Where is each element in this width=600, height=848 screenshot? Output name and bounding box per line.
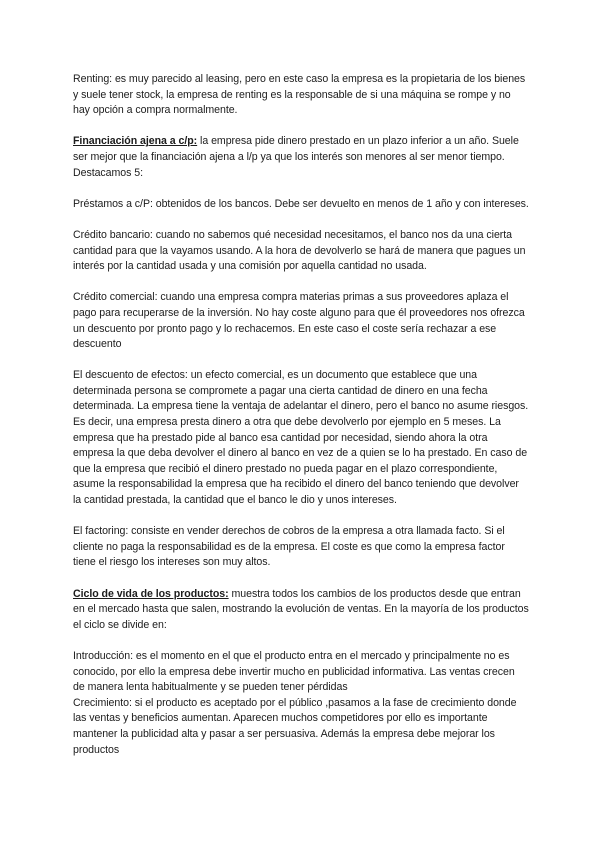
paragraph-credito-bancario: Crédito bancario: cuando no sabemos qué necesidad necesitamos, el banco nos da una cierta cantidad para que la vayamos usando. A la hora de devolverlo se hará de manera que pagues un interés por la cantidad usada y una comisión por aquella cantidad no usada. (73, 228, 526, 273)
paragraph-financiacion (73, 134, 529, 181)
document-body (73, 72, 529, 758)
paragraph-prestamos: Préstamos a c/P: obtenidos de los bancos. Debe ser devuelto en menos de 1 año y con intereses. (73, 197, 529, 210)
paragraph-credito-comercial: Crédito comercial: cuando una empresa compra materias primas a sus proveedores aplaza el pago para recuperarse de la inversión. No hay coste alguno para que él proveedores nos ofrezca un descuento por pronto pago y lo rechacemos. En este caso el coste sería rechazar a ese descuento (73, 291, 525, 351)
ciclo-text: muestra todos los cambios de los productos desde que entran en el mercado hasta que salen, mostrando la evolución de ventas. En la mayoría de los productos el ciclo se divide en: (73, 587, 529, 631)
financiacion-text: la empresa pide dinero prestado en un plazo inferior a un año. Suele ser mejor que la financiación ajena a l/p ya que los interés son menores al ser menor tiempo. Destacamos 5: (73, 135, 519, 179)
paragraph-crecimiento: Crecimiento: si el producto es aceptado por el público ,pasamos a la fase de crecimiento donde las ventas y beneficios aumentan. Aparecen muchos competidores por ello es importante mantener la publicidad alta y pasar a ser persuasiva. Además la empresa debe mejorar los productos (73, 696, 517, 756)
paragraph-factoring: El factoring: consiste en vender derechos de cobros de la empresa a otra llamada facto. Si el cliente no paga la responsabilidad es de la empresa. El coste es que como la empresa factor tiene el riesgo los intereses son muy altos. (73, 525, 505, 569)
paragraph-ciclo-vida (73, 587, 529, 634)
paragraph-renting: Renting: es muy parecido al leasing, pero en este caso la empresa es la propietaria de los bienes y suele tener stock, la empresa de renting es la responsable de si una máquina se rompe y no hay opción a compra normalmente. (73, 73, 526, 117)
heading-financiacion: Financiación ajena a c/p: (73, 135, 198, 148)
heading-ciclo-vida: Ciclo de vida de los productos: (73, 587, 229, 600)
paragraph-introduccion: Introducción: es el momento en el que el producto entra en el mercado y principalmente no es conocido, por ello la empresa debe invertir mucho en publicidad informativa. Las ventas crecen de manera lenta habitualmente y se pueden tener pérdidas (73, 649, 515, 694)
paragraph-descuento-efectos: El descuento de efectos: un efecto comercial, es un documento que establece que una determinada persona se compromete a pagar una cierta cantidad de dinero en una fecha determinada. La empresa tiene la ventaja de adelantar el dinero, pero el banco no asume riesgos. Es decir, una empresa presta dinero a otra que debe devolverlo por ejemplo en 5 meses. La empresa que ha prestado pide al banco esa cantidad por necesidad, siendo ahora la otra empresa la que deba devolver el dinero al banco en vez de a quien se lo ha prestado. En caso de que la empresa que recibió el dinero prestado no pueda pagar en el plazo correspondiente, asume la responsabilidad la empresa que ha recibido el dinero del banco teniendo que devolver la cantidad prestada, la cantidad que el banco le dio y unos intereses. (73, 369, 529, 507)
